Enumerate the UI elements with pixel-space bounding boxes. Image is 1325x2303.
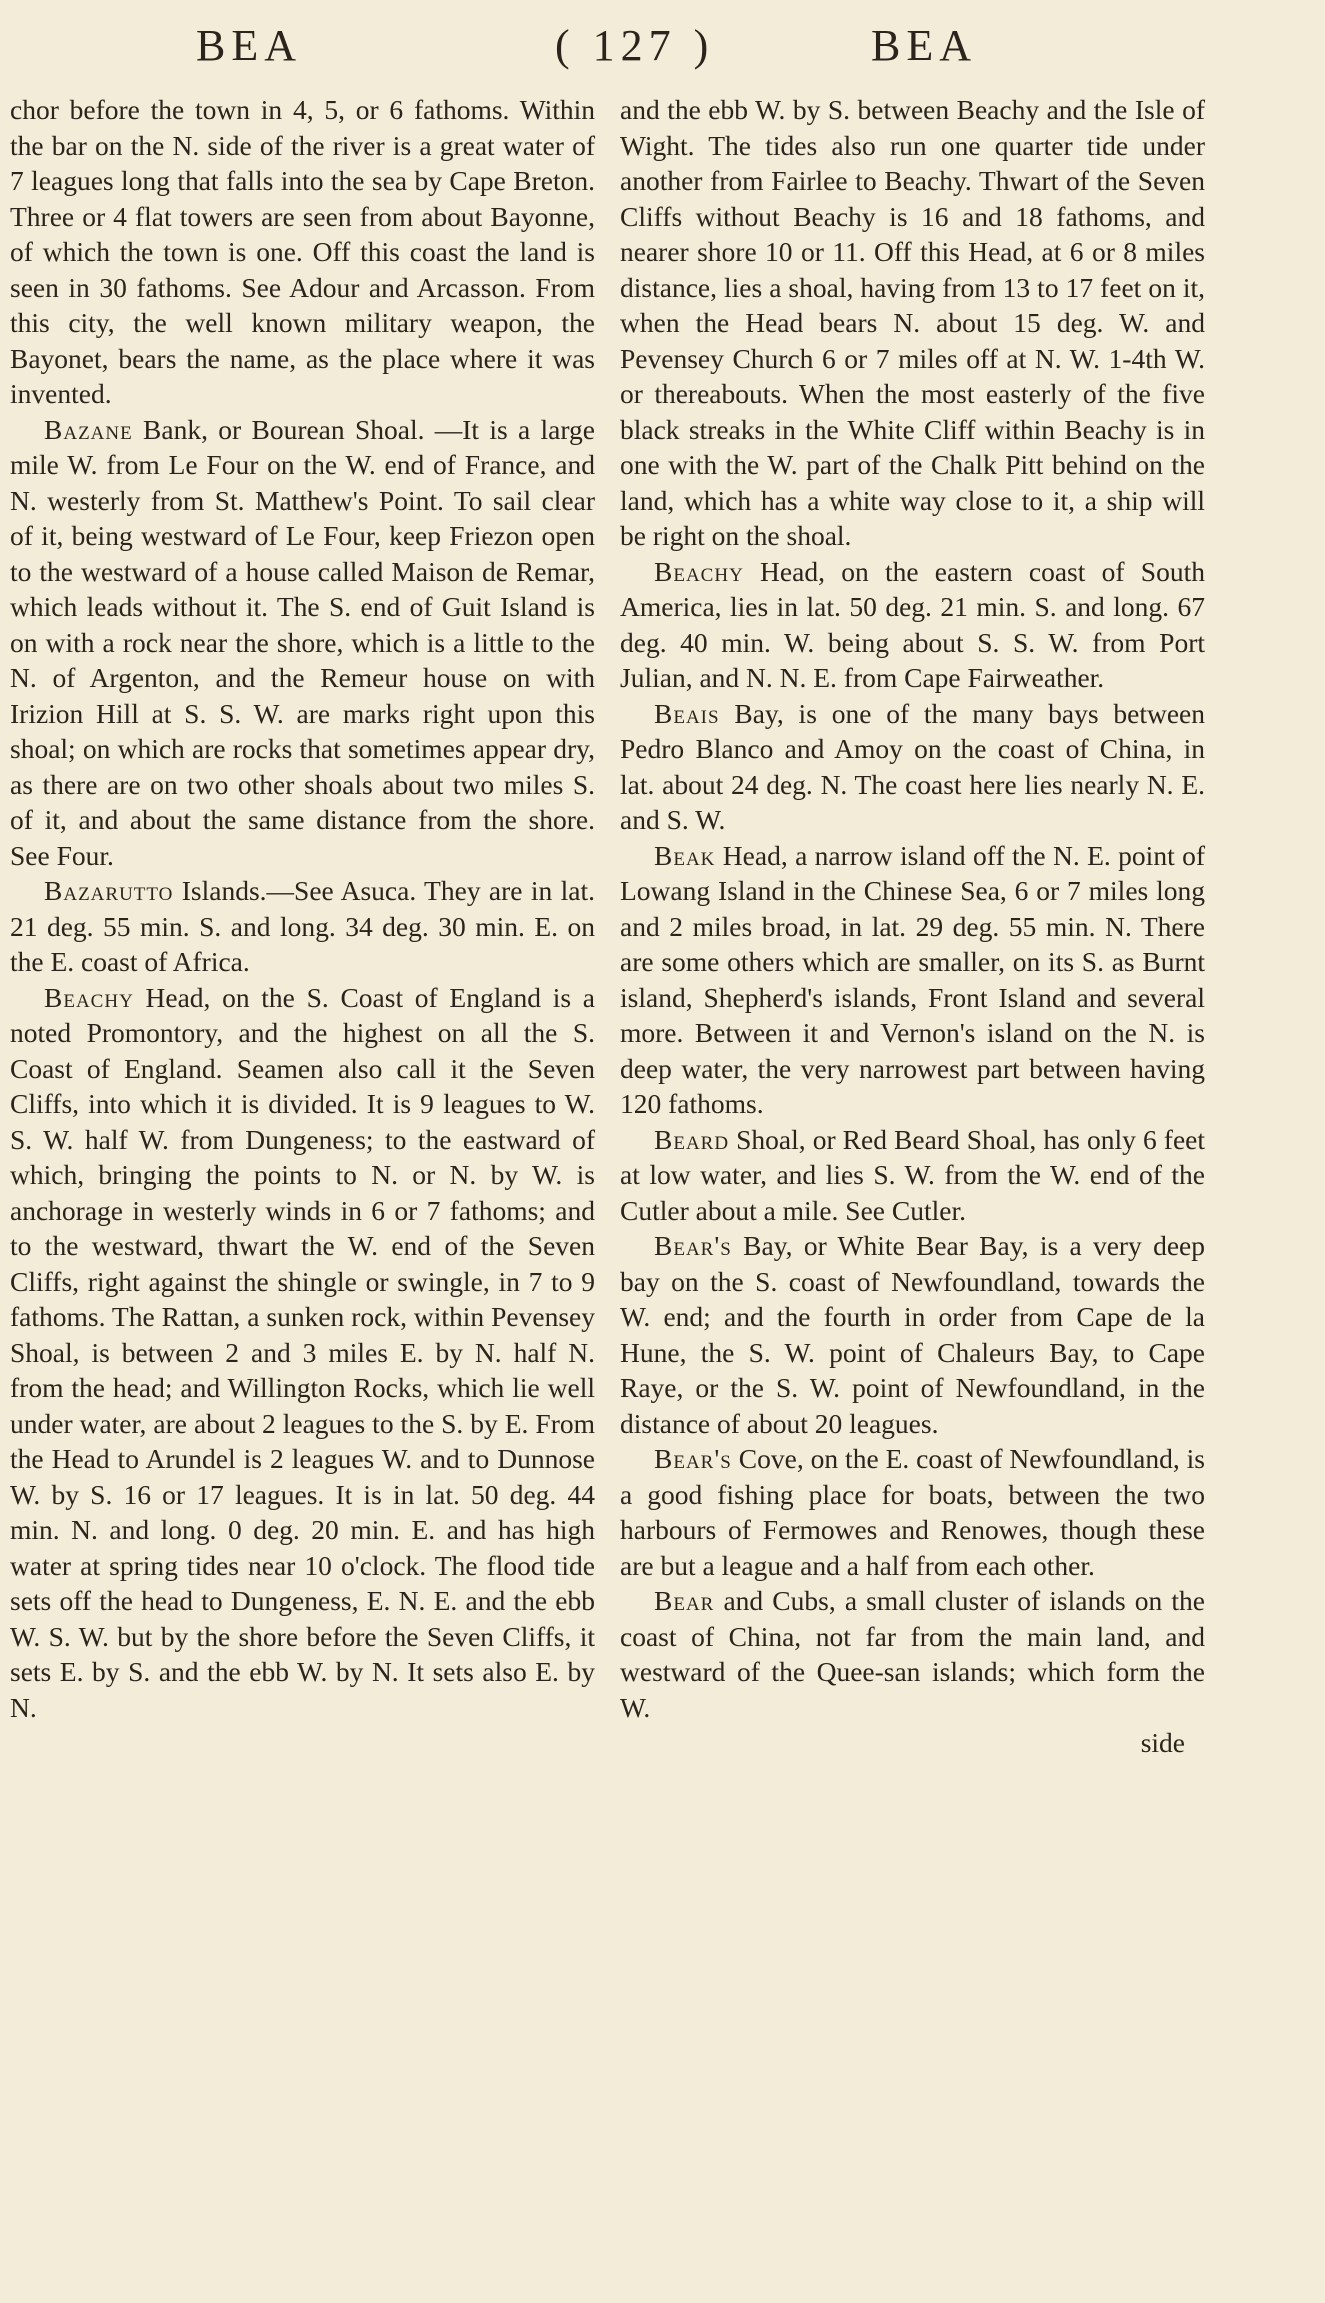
page-number: ( 127 ) — [555, 21, 715, 70]
entry-headword: Bear's — [654, 1443, 732, 1474]
entry-beard-shoal: Beard Shoal, or Red Beard Shoal, has only 6 feet at low water, and lies S. W. from the W. end of the Cutler about a mile. See Cutler. — [620, 1123, 1206, 1226]
entry-headword: Bazane — [44, 413, 133, 445]
entry-beak-head: Beak Head, a narrow island off the N. E. point of Lowang Island in the Chinese Sea, 6 or 7 miles long and 2 miles broad, in lat. 29 deg. 55 min. N. There are some others which are smaller, on its S. as Burnt island, Shepherd's islands, Front Island and several more. Between it and Vernon's island on the N. is deep water, the very narrowest part between having 120 fathoms. — [620, 839, 1206, 1119]
entry-headword: Bazarutto — [44, 875, 174, 906]
entry-continuation: and the ebb W. by S. between Beachy and the Isle of Wight. The tides also run one quarter tide under another from Fairlee to Beachy. Thwart of the Seven Cliffs without Beachy is 16 and 18 fathoms, and nearer shore 10 or 11. Off this Head, at 6 or 8 miles distance, lies a shoal, having from 13 to 17 feet on it, when the Head bears N. about 15 deg. W. and Pevensey Church 6 or 7 miles off at N. W. 1-4th W. or thereabouts. When the most easterly of the five black streaks in the White Cliff within Beachy is in one with the W. part of the Chalk Pitt behind on the land, which has a white way close to it, a ship will be right on the shoal. — [620, 94, 1205, 551]
entry-headword: Bear — [654, 1585, 715, 1616]
catchword: side — [1140, 1727, 1185, 1758]
running-head — [0, 20, 1325, 80]
entry-headword: Beard — [654, 1123, 730, 1155]
right-column — [620, 92, 1205, 1761]
entry-beachy-head-america: Beachy Head, on the eastern coast of South America, lies in lat. 50 deg. 21 min. S. and long. 67 deg. 40 min. W. being about S. S. W. from Port Julian, and N. N. E. from Cape Fairweather. — [620, 555, 1205, 693]
entry-bears-bay: Bear's Bay, or White Bear Bay, is a very deep bay on the S. coast of Newfoundland, towards the W. end; and the fourth in order from Cape de la Hune, the S. W. point of Chaleurs Bay, to Cape Raye, or the S. W. point of Newfoundland, in the distance of about 20 leagues. — [620, 1230, 1205, 1439]
running-head-right: BEA — [871, 21, 977, 70]
entry-headword: Beais — [654, 697, 720, 729]
entry-bears-cove: Bear's Cove, on the E. coast of Newfoundland, is a good fishing place for boats, between the two harbours of Fermowes and Renowes, though these are but a league and a half from each other. — [620, 1443, 1205, 1581]
entry-headword: Beachy — [44, 981, 134, 1013]
entry-bazarutto: Bazarutto Islands.—See Asuca. They are in lat. 21 deg. 55 min. S. and long. 34 deg. 30 min. E. on the E. coast of Africa. — [10, 875, 595, 977]
running-head-left: BEA — [196, 21, 302, 70]
entry-bazane: Bazane Bank, or Bourean Shoal. —It is a large mile W. from Le Four on the W. end of France, and N. westerly from St. Matthew's Point. To sail clear of it, being westward of Le Four, keep Friezon open to the westward of a house called Maison de Remar, which leads without it. The S. end of Guit Island is on with a rock near the shore, which is a little to the N. of Argenton, and the Remeur house on with Irizion Hill at S. S. W. are marks right upon this shoal; on which are rocks that sometimes appear dry, as there are on two other shoals about two miles S. of it, and about the same distance from the shore. See Four. — [10, 413, 595, 871]
entry-headword: Bear's — [654, 1230, 732, 1261]
entry-continuation: chor before the town in 4, 5, or 6 fathoms. Within the bar on the N. side of the river is a great water of 7 leagues long that falls into the sea by Cape Breton. Three or 4 flat towers are seen from about Bayonne, of which the town is one. Off this coast the land is seen in 30 fathoms. See Adour and Arcasson. From this city, the well known military weapon, the Bayonet, bears the name, as the place where it was invented. — [10, 94, 595, 409]
entry-bear-and-cubs: Bear and Cubs, a small cluster of islands on the coast of China, not far from the main land, and westward of the Quee-san islands; which form the W. — [620, 1585, 1206, 1723]
entry-beachy-head-england: Beachy Head, on the S. Coast of England is a noted Promontory, and the highest on all the S. Coast of England. Seamen also call it the Seven Cliffs, into which it is divided. It is 9 leagues to W. S. W. half W. from Dungeness; to the eastward of which, bringing the points to N. or N. by W. is anchorage in westerly winds in 6 or 7 fathoms; and to the westward, thwart the W. end of the Seven Cliffs, right against the shingle or swingle, in 7 to 9 fathoms. The Rattan, a sunken rock, within Pevensey Shoal, is between 2 and 3 miles E. by N. half N. from the head; and Willington Rocks, which lie well under water, are about 2 leagues to the S. by E. From the Head to Arundel is 2 leagues W. and to Dunnose W. by S. 16 or 17 leagues. It is in lat. 50 deg. 44 min. N. and long. 0 deg. 20 min. E. and has high water at spring tides near 10 o'clock. The flood tide sets off the head to Dungeness, E. N. E. and the ebb W. S. W. but by the shore before the Seven Cliffs, it sets E. by S. and the ebb W. by N. It sets also E. by N. — [10, 981, 595, 1723]
left-column — [10, 92, 595, 1725]
entry-headword: Beachy — [654, 555, 744, 587]
entry-headword: Beak — [654, 839, 716, 871]
entry-beais-bay: Beais Bay, is one of the many bays between Pedro Blanco and Amoy on the coast of China, in lat. about 24 deg. N. The coast here lies nearly N. E. and S. W. — [620, 697, 1205, 835]
